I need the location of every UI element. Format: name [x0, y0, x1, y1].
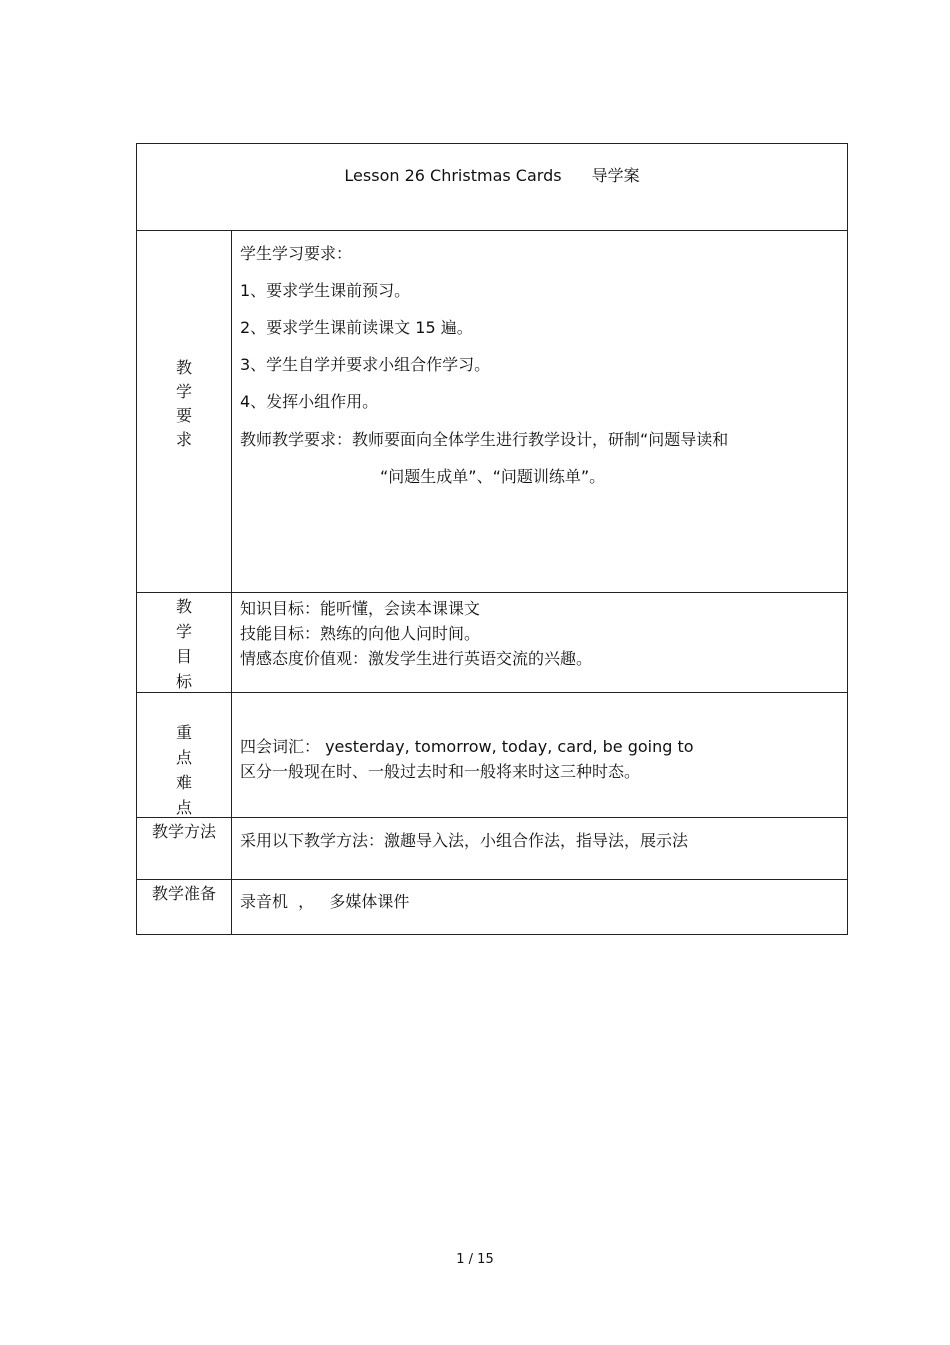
key-points-label	[137, 720, 231, 820]
req-item-4: 4、发挥小组作用。	[240, 392, 379, 411]
label-char: 重	[175, 723, 192, 742]
label-char: 点	[175, 798, 192, 817]
column-divider	[231, 231, 232, 934]
row-divider	[137, 592, 847, 593]
vocabulary: 四会词汇： yesterday, tomorrow, today, card, be going to	[240, 737, 694, 756]
lesson-plan-table	[136, 143, 848, 935]
req-item-1: 1、要求学生课前预习。	[240, 281, 411, 300]
label-char: 学	[175, 622, 192, 641]
label-char: 目	[175, 647, 192, 666]
key-points-content	[240, 734, 839, 794]
req-item-2: 2、要求学生课前读课文 15 遍。	[240, 318, 473, 337]
methods-label: 教学方法	[151, 822, 216, 841]
row-divider	[137, 817, 847, 818]
row-divider	[137, 230, 847, 231]
label-char: 点	[175, 748, 192, 767]
teacher-req-cont: “问题生成单”、“问题训练单”。	[380, 467, 606, 486]
requirements-content	[240, 241, 839, 581]
page-number: 1 / 15	[456, 1252, 494, 1267]
table-title	[137, 163, 847, 186]
label-char: 标	[175, 672, 192, 691]
label-char: 学	[175, 382, 192, 401]
doc-type: 导学案	[591, 166, 640, 185]
label-char: 求	[175, 430, 192, 449]
objectives-content	[240, 596, 839, 686]
requirements-label	[137, 356, 231, 452]
label-char: 难	[175, 773, 192, 792]
label-char: 教	[175, 597, 192, 616]
lesson-title: Lesson 26 Christmas Cards	[344, 166, 562, 185]
preparation-text: 录音机 ， 多媒体课件	[240, 892, 410, 911]
skill-goal: 技能目标：熟练的向他人问时间。	[240, 624, 481, 643]
req-item-3: 3、学生自学并要求小组合作学习。	[240, 355, 491, 374]
label-char: 教	[175, 358, 192, 377]
tense-distinction: 区分一般现在时、一般过去时和一般将来时这三种时态。	[240, 762, 641, 781]
preparation-label: 教学准备	[151, 884, 216, 903]
attitude-goal: 情感态度价值观：激发学生进行英语交流的兴趣。	[240, 649, 593, 668]
methods-text: 采用以下教学方法：激趣导入法，小组合作法，指导法，展示法	[240, 831, 689, 850]
label-char: 要	[175, 406, 192, 425]
row-divider	[137, 692, 847, 693]
teacher-req: 教师教学要求：教师要面向全体学生进行教学设计，研制“问题导读和	[240, 430, 729, 449]
student-req-heading: 学生学习要求：	[240, 244, 353, 263]
objectives-label	[137, 594, 231, 694]
row-divider	[137, 879, 847, 880]
knowledge-goal: 知识目标：能听懂，会读本课课文	[240, 599, 481, 618]
